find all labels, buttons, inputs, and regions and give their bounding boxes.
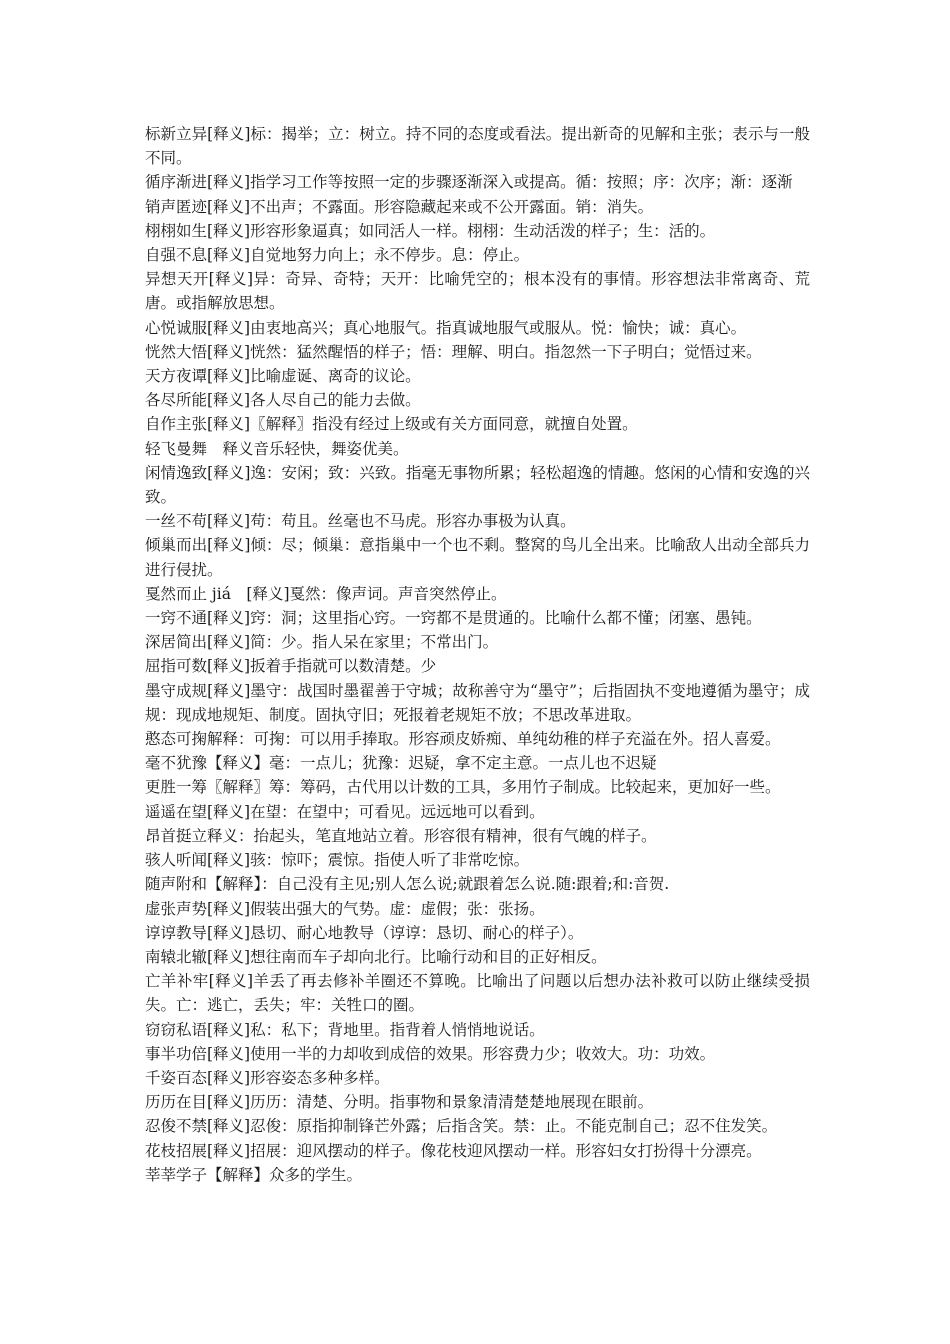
idiom-entry: 一丝不苟[释义]苟：苟且。丝毫也不马虎。形容办事极为认真。 [145, 512, 576, 531]
idiom-entry: 随声附和【解释】：自己没有主见;别人怎么说;就跟着怎么说.随:跟着;和:音贺. [145, 875, 670, 894]
idiom-entry: 忍俊不禁[释义]忍俊：原指抑制锋芒外露；后指含笑。禁：止。不能克制自己；忍不住发笑。 [145, 1117, 778, 1136]
idiom-entry: 南辕北辙[释义]想往南而车子却向北行。比喻行动和目的正好相反。 [145, 947, 607, 966]
idiom-entry: 循序渐进[释义]指学习工作等按照一定的步骤逐渐深入或提高。循：按照；序：次序；渐：逐渐 [145, 173, 793, 192]
idiom-entry: 遥遥在望[释义]在望：在望中；可看见。远远地可以看到。 [145, 802, 545, 821]
idiom-entry: 轻飞曼舞 释义音乐轻快，舞姿优美。 [145, 439, 409, 458]
idiom-entry: 亡羊补牢[释义]羊丢了再去修补羊圈还不算晚。比喻出了问题以后想办法补救可以防止继续受损失。亡：逃亡，丢失；牢：关牲口的圈。 [145, 972, 810, 1015]
idiom-entry: 千姿百态[释义]形容姿态多种多样。 [145, 1068, 390, 1087]
idiom-entry: 虚张声势[释义]假装出强大的气势。虚：虚假；张：张扬。 [145, 899, 545, 918]
idiom-entry: 一窍不通[释义]窍：洞；这里指心窍。一窍都不是贯通的。比喻什么都不懂；闭塞、愚钝。 [145, 609, 762, 628]
idiom-entry: 窃窃私语[释义]私：私下；背地里。指背着人悄悄地说话。 [145, 1020, 545, 1039]
idiom-entry: 心悦诚服[释义]由衷地高兴；真心地服气。指真诚地服气或服从。悦：愉快；诚：真心。 [145, 318, 747, 337]
idiom-entry: 谆谆教导[释义]恳切、耐心地教导（谆谆：恳切、耐心的样子）。 [145, 923, 584, 942]
idiom-entry: 莘莘学子【解释】众多的学生。 [145, 1165, 363, 1184]
idiom-entry: 毫不犹豫【释义】毫：一点儿；犹豫：迟疑，拿不定主意。一点儿也不迟疑 [145, 754, 657, 773]
idiom-entry: 恍然大悟[释义]恍然：猛然醒悟的样子；悟：理解、明白。指忽然一下子明白；觉悟过来。 [145, 342, 762, 361]
idiom-entry: 闲情逸致[释义]逸：安闲；致：兴致。指毫无事物所累；轻松超逸的情趣。悠闲的心情和安逸的兴致。 [145, 463, 810, 507]
idiom-entry: 倾巢而出[释义]倾：尽；倾巢：意指巢中一个也不剩。整窝的鸟儿全出来。比喻敌人出动全部兵力进行侵扰。 [145, 536, 810, 579]
idiom-entry: 销声匿迹[释义]不出声；不露面。形容隐藏起来或不公开露面。销：消失。 [145, 197, 654, 216]
idiom-entry: 各尽所能[释义]各人尽自己的能力去做。 [145, 391, 421, 410]
idiom-entry: 戛然而止 jiá [释义]戛然：像声词。声音突然停止。 [145, 584, 507, 603]
idiom-entry: 憨态可掬解释：可掬：可以用手捧取。形容顽皮娇痴、单纯幼稚的样子充溢在外。招人喜爱。 [145, 730, 781, 749]
idiom-entry: 屈指可数[释义]扳着手指就可以数清楚。少 [145, 657, 437, 676]
idiom-entry: 栩栩如生[释义]形容形象逼真；如同活人一样。栩栩：生动活泼的样子；生：活的。 [145, 221, 716, 240]
idiom-entry: 自强不息[释义]自觉地努力向上；永不停步。息：停止。 [145, 246, 530, 265]
document-body [145, 122, 810, 1187]
idiom-entry: 花枝招展[释义]招展：迎风摆动的样子。像花枝迎风摆动一样。形容妇女打扮得十分漂亮。 [145, 1141, 762, 1160]
idiom-entry: 异想天开[释义]异：奇异、奇特；天开：比喻凭空的；根本没有的事情。形容想法非常离奇、荒唐。或指解放思想。 [145, 270, 810, 313]
idiom-entry: 天方夜谭[释义]比喻虚诞、离奇的议论。 [145, 367, 421, 386]
idiom-entry: 昂首挺立释义：抬起头，笔直地站立着。形容很有精神，很有气魄的样子。 [145, 826, 657, 845]
idiom-entry: 历历在目[释义]历历：清楚、分明。指事物和景象清清楚楚地展现在眼前。 [145, 1093, 654, 1112]
idiom-entry: 更胜一筹〖解释〗筹：筹码，古代用以计数的工具，多用竹子制成。比较起来，更加好一些。 [145, 778, 781, 797]
idiom-entry: 骇人听闻[释义]骇：惊吓；震惊。指使人听了非常吃惊。 [145, 851, 530, 870]
idiom-entry: 标新立异[释义]标：揭举；立：树立。持不同的态度或看法。提出新奇的见解和主张；表示与一般不同。 [145, 125, 810, 168]
idiom-entry: 自作主张[释义]〖解释〗指没有经过上级或有关方面同意，就擅自处置。 [145, 415, 638, 434]
idiom-entry: 墨守成规[释义]墨守：战国时墨翟善于守城；故称善守为“墨守”；后指固执不变地遵循为墨守；成规：现成地规矩、制度。固执守旧；死报着老规矩不放；不思改革进取。 [145, 681, 810, 724]
idiom-entry: 事半功倍[释义]使用一半的力却收到成倍的效果。形容费力少；收效大。功：功效。 [145, 1044, 716, 1063]
idiom-entry: 深居简出[释义]简：少。指人呆在家里；不常出门。 [145, 633, 499, 652]
